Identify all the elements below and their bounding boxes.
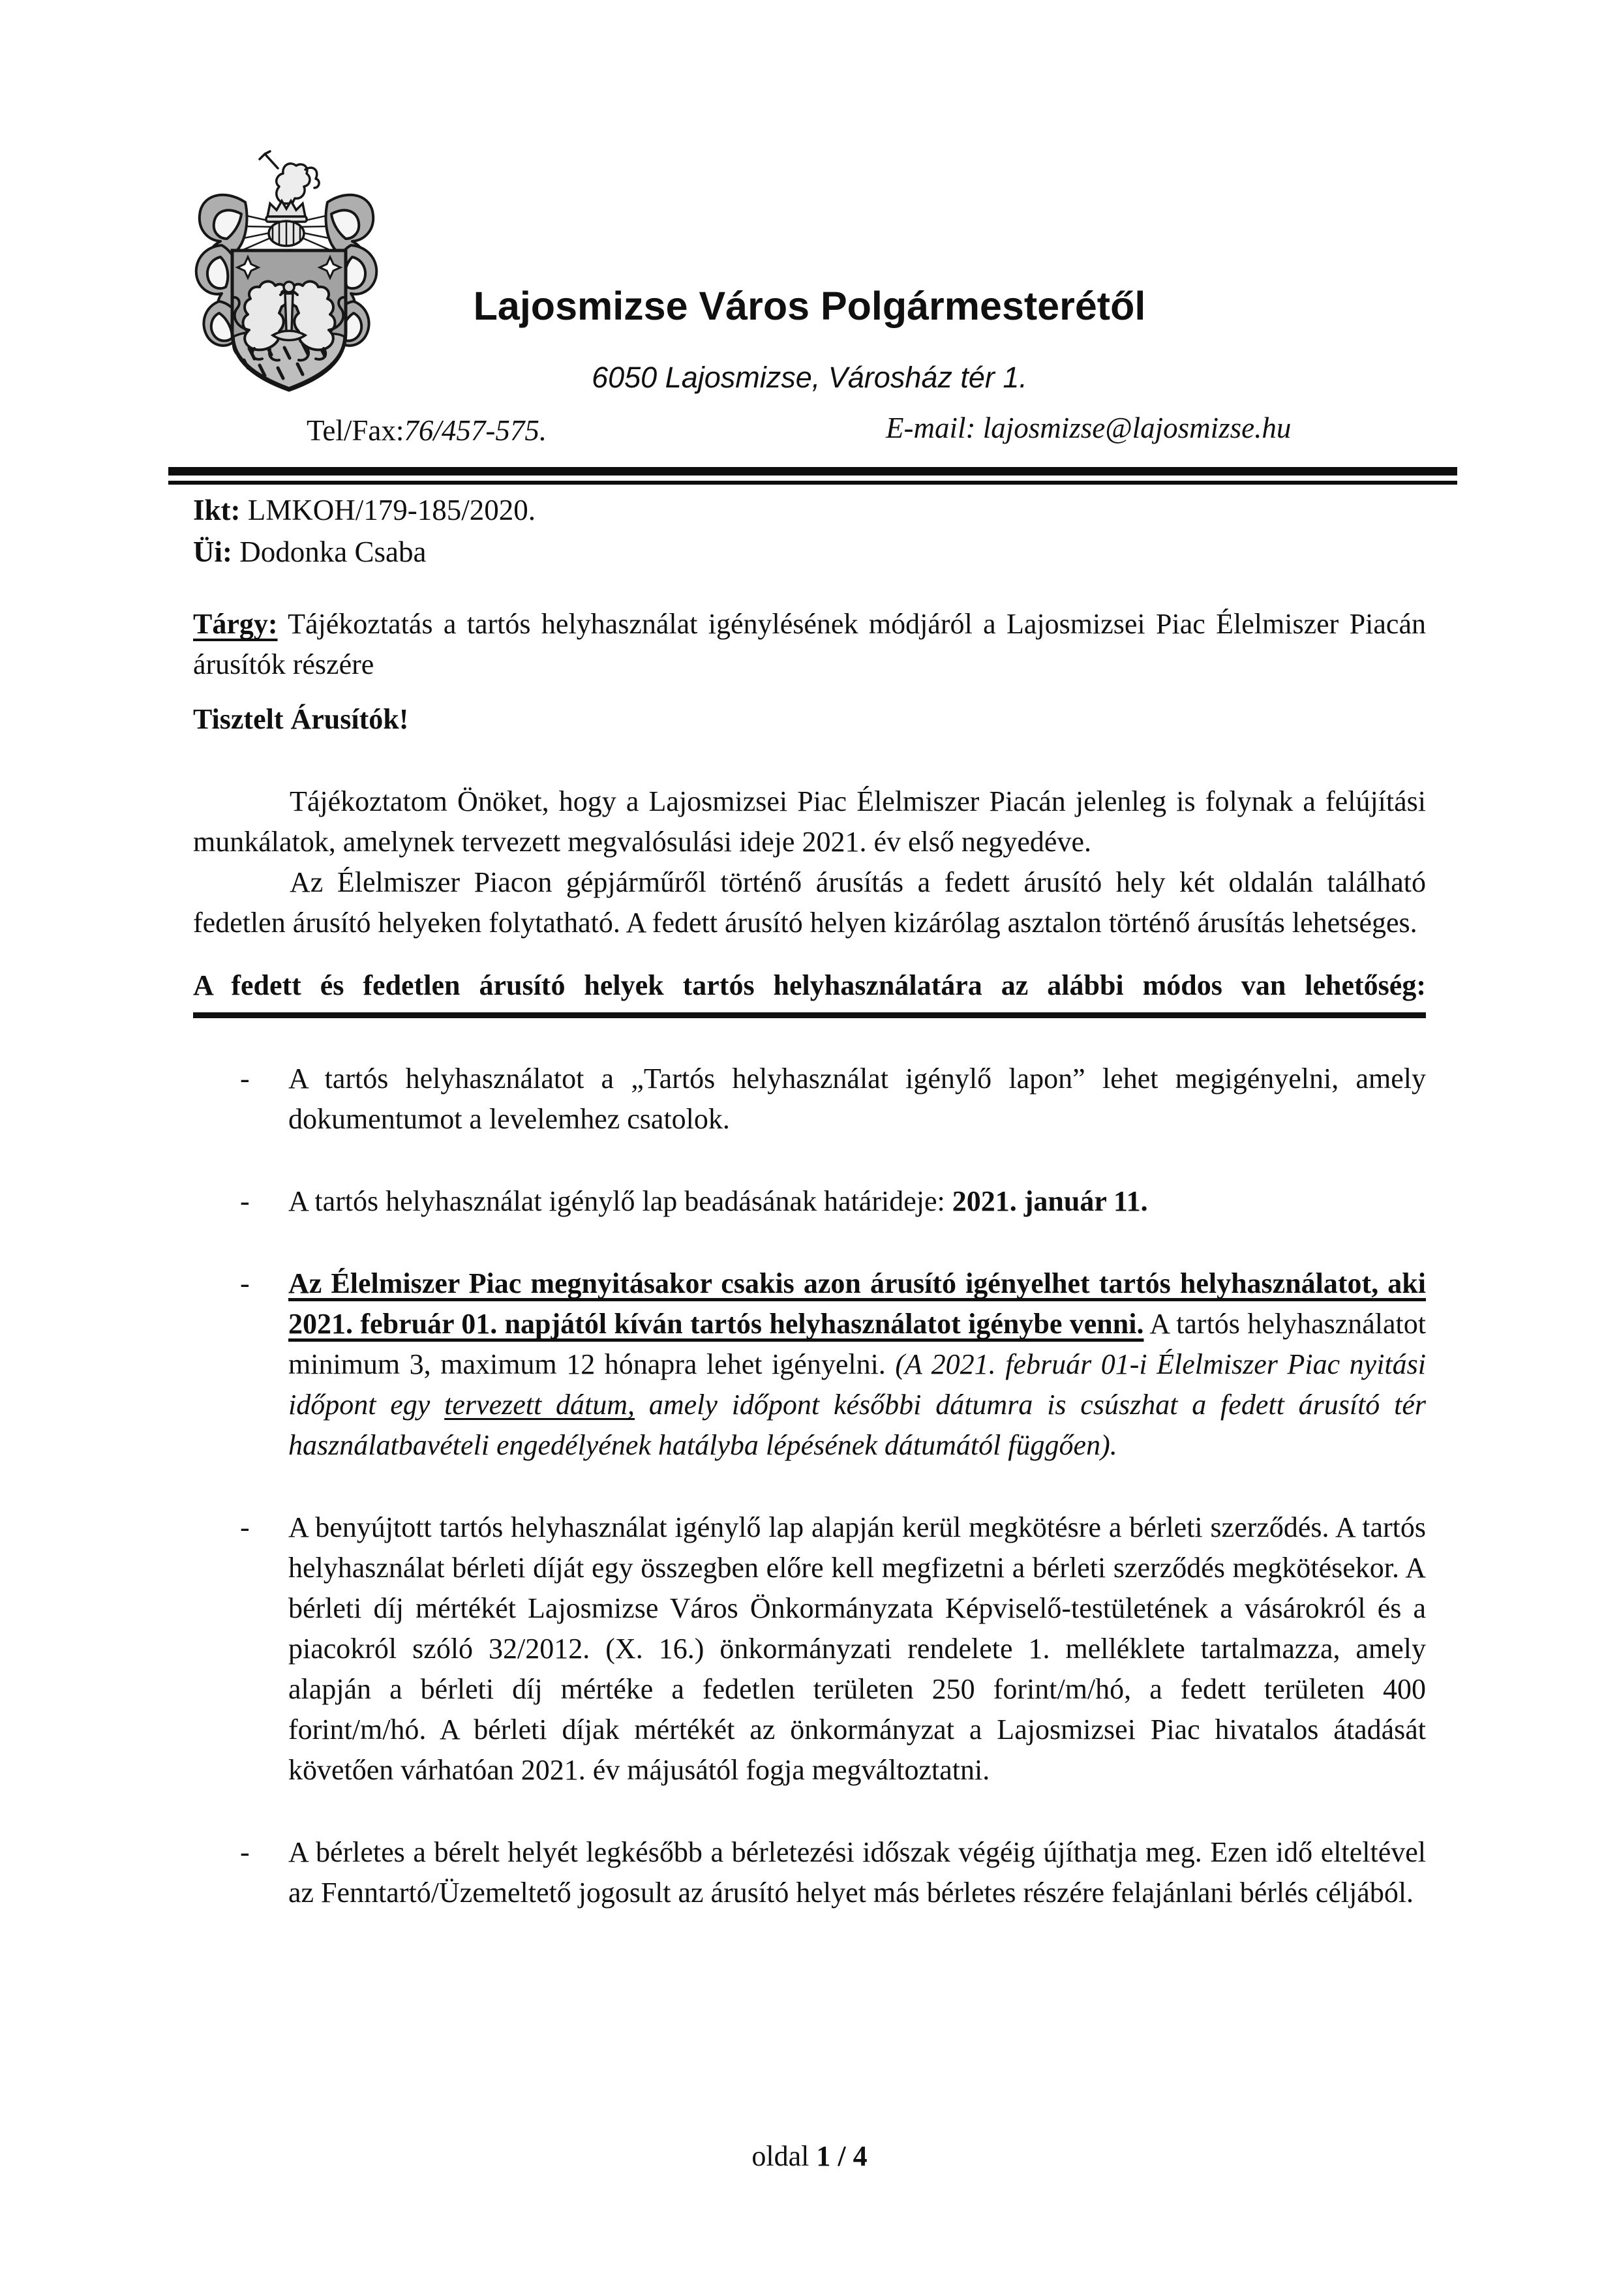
subject-line [193,604,1426,685]
list-item-emphasis: Az Élelmiszer Piac megnyitásakor csakis azon árusító igényelhet tartós helyhasználatot, aki 2021. február 01. napjától kíván tartós helyhasználatot igénybe venni. [288,1267,1426,1340]
coat-of-arms-icon [181,146,391,397]
bullet-marker: - [240,1511,250,1543]
header-rule-thin [168,481,1457,485]
bullet-marker: - [240,1063,250,1095]
ui-label: Üi: [193,536,232,568]
ikt-label: Ikt: [193,494,241,526]
letterhead-title: Lajosmizse Város Polgármesterétől [473,284,1146,328]
bullet-marker: - [240,1185,250,1217]
header-rule-thick [168,467,1457,476]
ikt-value: LMKOH/179-185/2020. [240,494,536,526]
paragraph-renovation: Tájékoztatom Önöket, hogy a Lajosmizsei Piac Élelmiszer Piacán jelenleg is folynak a felújítási munkálatok, amelynek tervezett megvalósulási ideje 2021. év első negyedéve. [193,785,1426,858]
list-item-note-underline: tervezett dátum, [444,1389,635,1421]
crest-top-lion [260,151,319,204]
letterhead-telfax [307,414,547,447]
bullet-list [193,1059,1426,1913]
footer-label: oldal [751,2140,817,2172]
crest-barrel [269,221,304,246]
list-item [193,1059,1426,1140]
list-item-note: (A 2021. február 01-i Élelmiszer Piac nyitási időpont egy [288,1348,1426,1421]
page-number: 1 / 4 [816,2140,868,2172]
section-heading: A fedett és fedetlen árusító helyek tartós helyhasználatára az alábbi módos van lehetőség: [193,965,1426,1018]
telfax-label: Tel/Fax: [307,414,404,447]
telfax-number: 76/457-575. [404,414,547,447]
bullet-marker: - [240,1836,250,1868]
salutation: Tisztelt Árusítók! [193,703,409,735]
reference-ui-line [193,531,536,573]
list-item-text: A tartós helyhasználat igénylő lap beadásának határideje: [288,1185,952,1217]
list-item [193,1181,1426,1222]
deadline-date: 2021. január 11. [952,1185,1148,1217]
letterhead-address: 6050 Lajosmizse, Városház tér 1. [592,361,1027,394]
reference-block [193,489,536,573]
list-item [193,1263,1426,1466]
paragraph-vehicle-sales: Az Élelmiszer Piacon gépjárműről történő árusítás a fedett árusító hely két oldalán található fedetlen árusító helyeken folytatható. A fedett árusító helyen kizárólag asztalon történő árusítás lehetséges. [193,866,1426,939]
bullet-marker: - [240,1267,250,1299]
letterhead-email: E-mail: lajosmizse@lajosmizse.hu [886,412,1292,444]
list-item-text: A benyújtott tartós helyhasználat igénylő lap alapján kerül megkötésre a bérleti szerződés. A tartós helyhasználat bérleti díját egy összegben előre kell megfizetni a bérleti szerződés megkötésekor. A bérleti díj mértékét Lajosmizse Város Önkormányzata Képviselő-testületének a vásárokról és a piacokról szóló 32/2012. (X. 16.) önkormányzati rendelete 1. melléklete tartalmazza, amely alapján a bérleti díj mértéke a fedetlen területen 250 forint/m/hó, a fedett területen 400 forint/m/hó. A bérleti díjak mértékét az önkormányzat a Lajosmizsei Piac hivatalos átadását követően várhatóan 2021. év májusától fogja megváltoztatni. [288,1511,1426,1786]
list-item-note: amely időpont későbbi dátumra is csúszhat a fedett árusító tér használatbavételi engedélyének hatályba lépésének dátumától függően). [288,1389,1427,1461]
list-item-text: A bérletes a bérelt helyét legkésőbb a bérletezési időszak végéig újíthatja meg. Ezen idő elteltével az Fenntartó/Üzemeltető jogosult az árusító helyet más bérletes részére felajánlani bérlés céljából. [288,1836,1426,1909]
ui-value: Dodonka Csaba [232,536,427,568]
subject-text: Tájékoztatás a tartós helyhasználat igénylésének módjáról a Lajosmizsei Piac Élelmiszer Piacán árusítók részére [193,608,1426,680]
reference-ikt-line [193,489,536,531]
list-item-text: A tartós helyhasználatot minimum 3, maximum 12 hónapra lehet igényelni. [288,1308,1426,1380]
list-item [193,1507,1426,1790]
letter-content [193,604,1426,1913]
list-item-text: A tartós helyhasználatot a „Tartós helyhasználat igénylő lapon” lehet megigényelni, amely dokumentumot a levelemhez csatolok. [288,1063,1426,1135]
page-footer [0,2139,1619,2173]
list-item [193,1832,1426,1913]
subject-label: Tárgy: [193,608,278,640]
